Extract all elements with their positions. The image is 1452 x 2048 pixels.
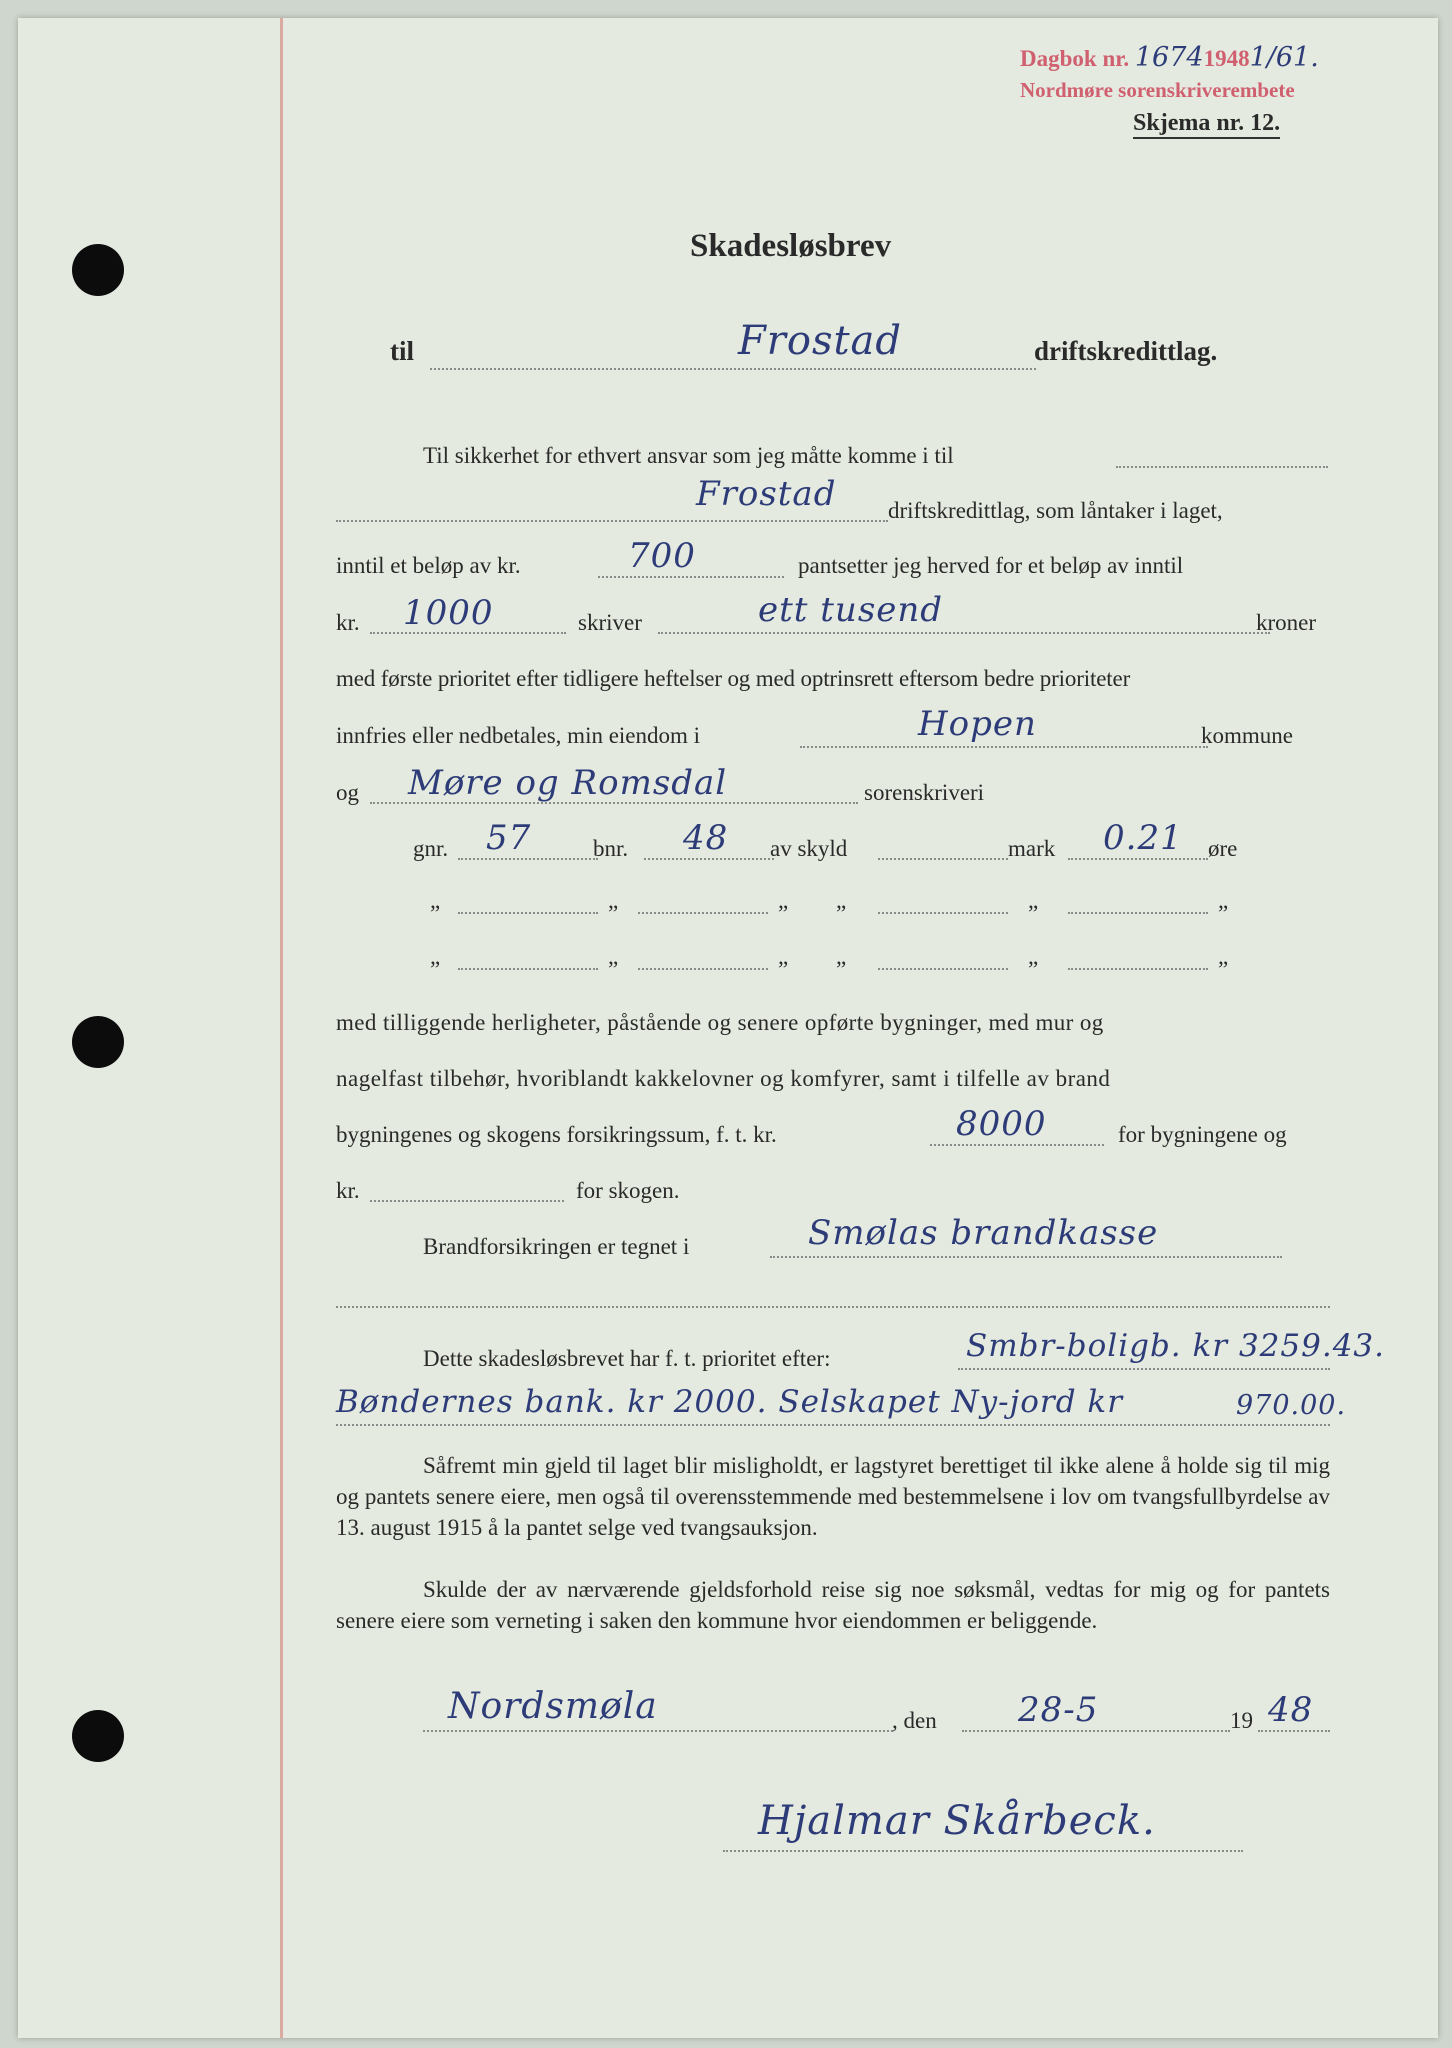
- sorenskriveri-label: sorenskriveri: [864, 780, 985, 805]
- venue-clause: Skulde der av nærværende gjeldsforhold reise sig noe søksmål, vedtas for mig og for pantets senere eiere som verneting i saken den kommune hvor eiendommen er beliggende.: [336, 1577, 1330, 1633]
- dotted-line: [430, 368, 1036, 370]
- year-suffix: 48: [1268, 1690, 1314, 1730]
- document-page: [18, 18, 1438, 2038]
- intro-text: Til sikkerhet for ethvert ansvar som jeg måtte komme i til: [423, 443, 954, 468]
- document-title: Skadesløsbrev: [690, 228, 892, 264]
- amount-in-words: ett tusend: [758, 590, 944, 630]
- dotted-line: [1068, 912, 1208, 914]
- ditto-mark: „: [1218, 888, 1229, 913]
- nagelfast-text: nagelfast tilbehør, hvoriblandt kakkelovner og komfyrer, samt i tilfelle av brand: [336, 1066, 1111, 1091]
- signature: Hjalmar Skårbeck.: [758, 1798, 1156, 1844]
- year-prefix: 19: [1230, 1708, 1253, 1733]
- bnr-label: bnr.: [593, 836, 629, 861]
- prioritet-efter-text: Dette skadesløsbrevet har f. t. prioritet efter:: [423, 1346, 831, 1371]
- dotted-line: [638, 912, 768, 914]
- dotted-line: [1116, 466, 1328, 468]
- stamp-office: Nordmøre sorenskriverembete: [1020, 78, 1295, 102]
- gnr-label: gnr.: [413, 836, 449, 861]
- ditto-mark: „: [1028, 888, 1039, 913]
- dotted-line: [770, 1256, 1282, 1258]
- dotted-line: [878, 858, 1008, 860]
- dotted-line: [423, 1730, 893, 1732]
- dotted-line: [458, 968, 598, 970]
- ditto-mark: „: [778, 888, 789, 913]
- bnr-value: 48: [683, 818, 729, 858]
- kr-label: kr.: [336, 610, 360, 635]
- ditto-mark: „: [778, 944, 789, 969]
- dotted-line: [800, 746, 1208, 748]
- lag-suffix-2: driftskredittlag, som låntaker i laget,: [888, 498, 1223, 523]
- stamp-suffix: 1/61.: [1249, 42, 1319, 73]
- dotted-line: [962, 1730, 1230, 1732]
- dotted-line: [723, 1850, 1243, 1852]
- den-label: , den: [892, 1708, 937, 1733]
- skriver-label: skriver: [578, 610, 642, 635]
- pledge-amount: 1000: [403, 593, 494, 633]
- gnr-value: 57: [486, 818, 532, 858]
- lag-suffix: driftskredittlag.: [1034, 336, 1218, 366]
- insurer: Smølas brandkasse: [808, 1213, 1159, 1253]
- til-label: til: [390, 336, 414, 366]
- dotted-line: [958, 1368, 1330, 1370]
- dotted-line: [598, 576, 784, 578]
- ditto-mark: „: [430, 888, 441, 913]
- dotted-line: [658, 632, 1270, 634]
- ditto-mark: „: [1218, 944, 1229, 969]
- ditto-mark: „: [608, 888, 619, 913]
- loan-amount: 700: [628, 536, 696, 576]
- registry-stamp: [1020, 42, 1319, 73]
- kroner-label: kroner: [1256, 610, 1317, 635]
- for-bygningene: for bygningene og: [1118, 1122, 1287, 1147]
- dotted-line: [370, 1200, 564, 1202]
- prior-lien-2: Bøndernes bank. kr 2000. Selskapet Ny-jord kr: [336, 1384, 1124, 1420]
- punch-hole: [72, 1016, 124, 1068]
- innfries-text: innfries eller nedbetales, min eiendom i: [336, 723, 701, 748]
- dotted-line: [878, 968, 1008, 970]
- ditto-mark: „: [608, 944, 619, 969]
- stamp-number: 1674: [1134, 42, 1204, 73]
- dotted-line: [458, 912, 598, 914]
- og-label: og: [336, 780, 359, 805]
- dotted-line: [336, 1424, 1330, 1426]
- skyld-label: av skyld: [770, 836, 848, 861]
- forsikring-text: bygningenes og skogens forsikringssum, f. t. kr.: [336, 1122, 777, 1147]
- kr-label-2: kr.: [336, 1178, 360, 1203]
- form-number: Skjema nr. 12.: [1133, 110, 1280, 139]
- signing-date: 28-5: [1018, 1690, 1099, 1730]
- kommune-label: kommune: [1201, 723, 1293, 748]
- municipality: Hopen: [918, 704, 1037, 744]
- district: Møre og Romsdal: [408, 763, 728, 803]
- dotted-line: [638, 968, 768, 970]
- ditto-mark: „: [430, 944, 441, 969]
- mark-label: mark: [1008, 836, 1056, 861]
- default-clause: Såfremt min gjeld til laget blir misligholdt, er lagstyret berettiget til ikke alene å holde sig til mig og pantets senere eiere, men også til overensstemmende med bestemmelsene i lov om tvangsfullbyrdelse av 13. august 1915 å la pantet selge ved tvangsauksjon.: [336, 1453, 1330, 1540]
- dotted-line: [930, 1144, 1104, 1146]
- dotted-line: [458, 858, 598, 860]
- signing-place: Nordsmøla: [448, 1686, 658, 1727]
- stamp-year: 1948: [1203, 46, 1250, 71]
- dotted-line: [878, 912, 1008, 914]
- punch-hole: [72, 244, 124, 296]
- herligheter-text: med tilliggende herligheter, påstående og senere opførte bygninger, med mur og: [336, 1010, 1104, 1035]
- punch-hole: [72, 1710, 124, 1762]
- pantsetter-text: pantsetter jeg herved for et beløp av inntil: [798, 553, 1184, 578]
- insurance-amount: 8000: [956, 1104, 1047, 1144]
- dotted-line: [1068, 968, 1208, 970]
- dotted-line: [336, 520, 888, 522]
- ditto-mark: „: [836, 888, 847, 913]
- dotted-line: [1068, 858, 1208, 860]
- margin-rule: [280, 18, 283, 2038]
- prior-lien-1: Smbr-boligb. kr 3259.43.: [966, 1328, 1386, 1364]
- ditto-mark: „: [1028, 944, 1039, 969]
- dotted-line: [336, 1306, 1330, 1308]
- stamp-label: Dagbok nr.: [1020, 46, 1130, 71]
- handwritten-lag-name-2: Frostad: [696, 474, 837, 514]
- dotted-line: [644, 858, 774, 860]
- dotted-line: [1258, 1730, 1330, 1732]
- mark-value: 0.21: [1103, 818, 1183, 858]
- ore-label: øre: [1208, 836, 1238, 861]
- prioritet-text: med første prioritet efter tidligere heftelser og med optrinsrett eftersom bedre prioriteter: [336, 666, 1131, 691]
- ditto-mark: „: [836, 944, 847, 969]
- brandforsikring-text: Brandforsikringen er tegnet i: [423, 1234, 690, 1259]
- handwritten-lag-name: Frostad: [738, 318, 903, 364]
- inntil-label: inntil et beløp av kr.: [336, 553, 521, 578]
- prior-lien-2-amount: 970.00.: [1236, 1390, 1347, 1421]
- for-skogen: for skogen.: [576, 1178, 680, 1203]
